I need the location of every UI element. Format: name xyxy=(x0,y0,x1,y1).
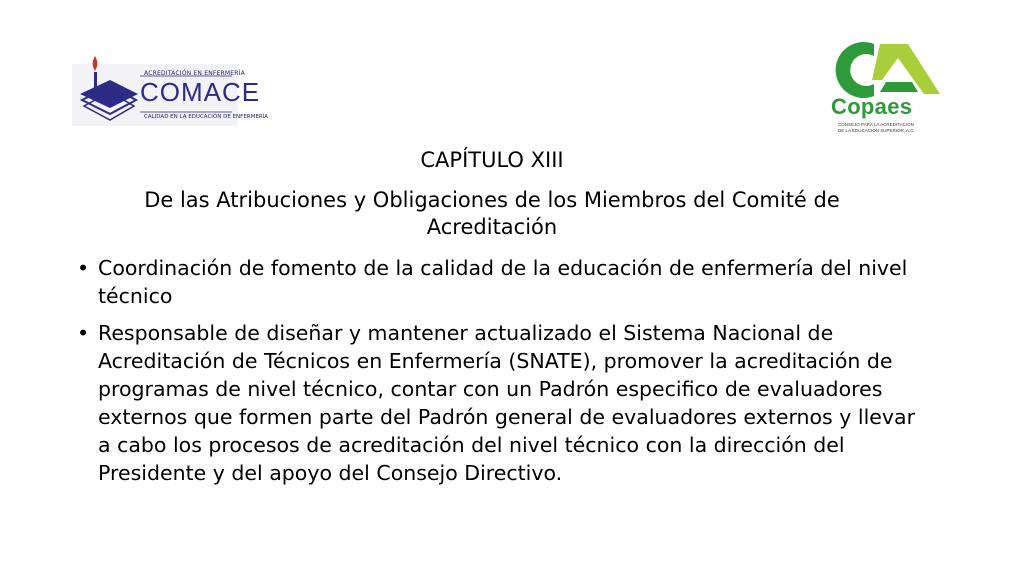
bullet-text: Coordinación de fomento de la calidad de la educación de enfermería del nivel técnico xyxy=(98,256,908,308)
bullet-text: Responsable de diseñar y mantener actualizado el Sistema Nacional de Acreditación de Técnicos en Enfermería (SNATE), promover la acreditación de programas de nivel técnico, contar con un Padrón especifico de evaluadores externos que formen parte del Padrón general de evaluadores externos y llevar a cabo los procesos de acreditación del nivel técnico con la dirección del Presidente y del apoyo del Consejo Directivo. xyxy=(98,321,916,485)
list-item xyxy=(77,319,917,487)
copaes-subtitle-line2: DE LA EDUCACIÓN SUPERIOR, A.C. xyxy=(838,128,915,133)
copaes-emblem-icon xyxy=(828,38,946,102)
comace-bottom-text: CALIDAD EN LA EDUCACIÓN DE ENFERMERÍA xyxy=(144,114,269,120)
copaes-subtitle xyxy=(838,122,915,134)
comace-logo xyxy=(72,54,269,130)
list-item xyxy=(77,254,917,310)
bullet-icon: • xyxy=(77,256,90,280)
slide-heading: De las Atribuciones y Obligaciones de los Miembros del Comité de Acreditación xyxy=(144,188,840,239)
copaes-name: Copaes xyxy=(831,94,913,119)
bullet-list xyxy=(77,254,917,496)
bullet-icon: • xyxy=(77,321,90,345)
copaes-subtitle-line1: CONSEJO PARA LA ACREDITACIÓN xyxy=(838,122,914,127)
comace-name: COMACE xyxy=(140,77,261,107)
copaes-logo xyxy=(828,38,946,138)
comace-top-text: ACREDITACIÓN EN ENFERMERÍA xyxy=(144,70,245,77)
chapter-title: CAPÍTULO XIII xyxy=(420,148,564,172)
